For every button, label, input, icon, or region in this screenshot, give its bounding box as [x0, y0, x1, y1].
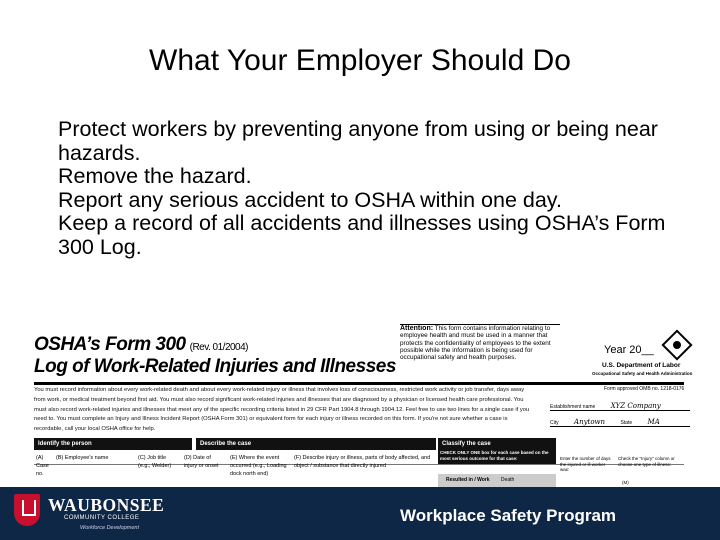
- osha-form-300-image: [14, 322, 706, 488]
- city-value: Anytown: [574, 418, 606, 426]
- attention-text: This form contains information relating to employee health and must be used in a manner that protects the confidentiality of employees to the extent possible while the information is being used for occupational safety and health purposes.: [400, 325, 551, 362]
- section-identify-person: Identify the person: [34, 438, 192, 450]
- slide-title: What Your Employer Should Do: [149, 44, 571, 77]
- bullet-item: Keep a record of all accidents and illnesses using OSHA’s Form 300 Log.: [58, 211, 666, 259]
- form-divider: [34, 382, 684, 385]
- omb-approval: Form approved OMB no. 1218-0176: [604, 386, 685, 392]
- agency-subtitle: Occupational Safety and Health Administration: [592, 371, 693, 376]
- column-m: (M): [622, 480, 629, 485]
- shield-logo-icon: [14, 494, 40, 526]
- college-subtitle: COMMUNITY COLLEGE: [64, 515, 140, 521]
- college-name: WAUBONSEE: [48, 495, 165, 515]
- column-b: (B) Employee's name: [56, 455, 109, 461]
- death-sublabel: Death: [500, 477, 515, 483]
- classify-note: CHECK ONLY ONE box for each case based on the most serious outcome for that case:: [440, 450, 549, 461]
- form-name-text: OSHA’s Form 300: [34, 334, 186, 355]
- column-c: (C) Job title (e.g., Welder): [138, 455, 172, 469]
- days-away-note: Enter the number of days the injured or ill worker was:: [560, 456, 611, 472]
- form-instructions: You must record information about every work-related death and about every work-related injury or illness that involves loss of consciousness, restricted work activity or job transfer, days away from work, or medical treatment beyond first aid. You must also record significant work-related injuries and illnesses that are diagnosed by a physician or licensed health care professional. You must also record work-related injuries and illnesses that meet any of the specific recording criteria listed in 29 CFR Part 1904.8 through 1904.12. Feel free to use two lines for a single case if you need to. You must complete an Injury and Illness Incident Report (OSHA Form 301) or equivalent form for each injury or illness recorded on this form. If you're not sure whether a case is recordable, call your local OSHA office for help.: [34, 387, 530, 433]
- column-d: (D) Date of injury or onset: [184, 455, 219, 469]
- column-f: (F) Describe injury or illness, parts of body affected, and object / substance that directly injured: [294, 455, 431, 469]
- program-name: Workplace Safety Program: [400, 506, 617, 525]
- bullet-item: Protect workers by preventing anyone from using or being near hazards.: [58, 117, 658, 165]
- establishment-value: XYZ Company: [610, 402, 661, 410]
- establishment-field: [550, 402, 690, 411]
- form-log-title: Log of Work-Related Injuries and Illnesses: [34, 356, 396, 377]
- injury-type-note: Check the "Injury" column or choose one type of illness:: [618, 456, 675, 467]
- section-describe-case: Describe the case: [196, 438, 436, 450]
- state-label: State: [620, 420, 633, 426]
- agency-name: U.S. Department of Labor: [602, 362, 681, 369]
- attention-notice: [400, 324, 560, 376]
- bullet-list: [58, 118, 678, 259]
- establishment-label: Establishment name: [550, 404, 596, 410]
- footer-bar: [0, 487, 720, 540]
- attention-label: Attention:: [400, 325, 434, 332]
- section-classify-case: Classify the case: [438, 438, 556, 464]
- form-revision: (Rev. 01/2004): [189, 342, 249, 353]
- dol-seal-icon: [661, 329, 692, 360]
- column-e: (E) Where the event occurred (e.g., Loading dock north end): [230, 455, 287, 477]
- bullet-item: Remove the hazard.: [58, 164, 252, 188]
- form-year: Year 20__: [604, 344, 654, 356]
- death-label: Resulted in / Work: [446, 477, 490, 483]
- state-value: MA: [647, 418, 660, 426]
- bullet-item: Report any serious accident to OSHA within one day.: [58, 187, 562, 212]
- city-state-field: [550, 418, 690, 427]
- form-name: [34, 334, 248, 356]
- death-column-header: [438, 474, 556, 488]
- college-division: Workforce Development: [80, 525, 139, 531]
- column-a: (A) Case no.: [36, 455, 49, 477]
- city-label: City: [550, 420, 559, 426]
